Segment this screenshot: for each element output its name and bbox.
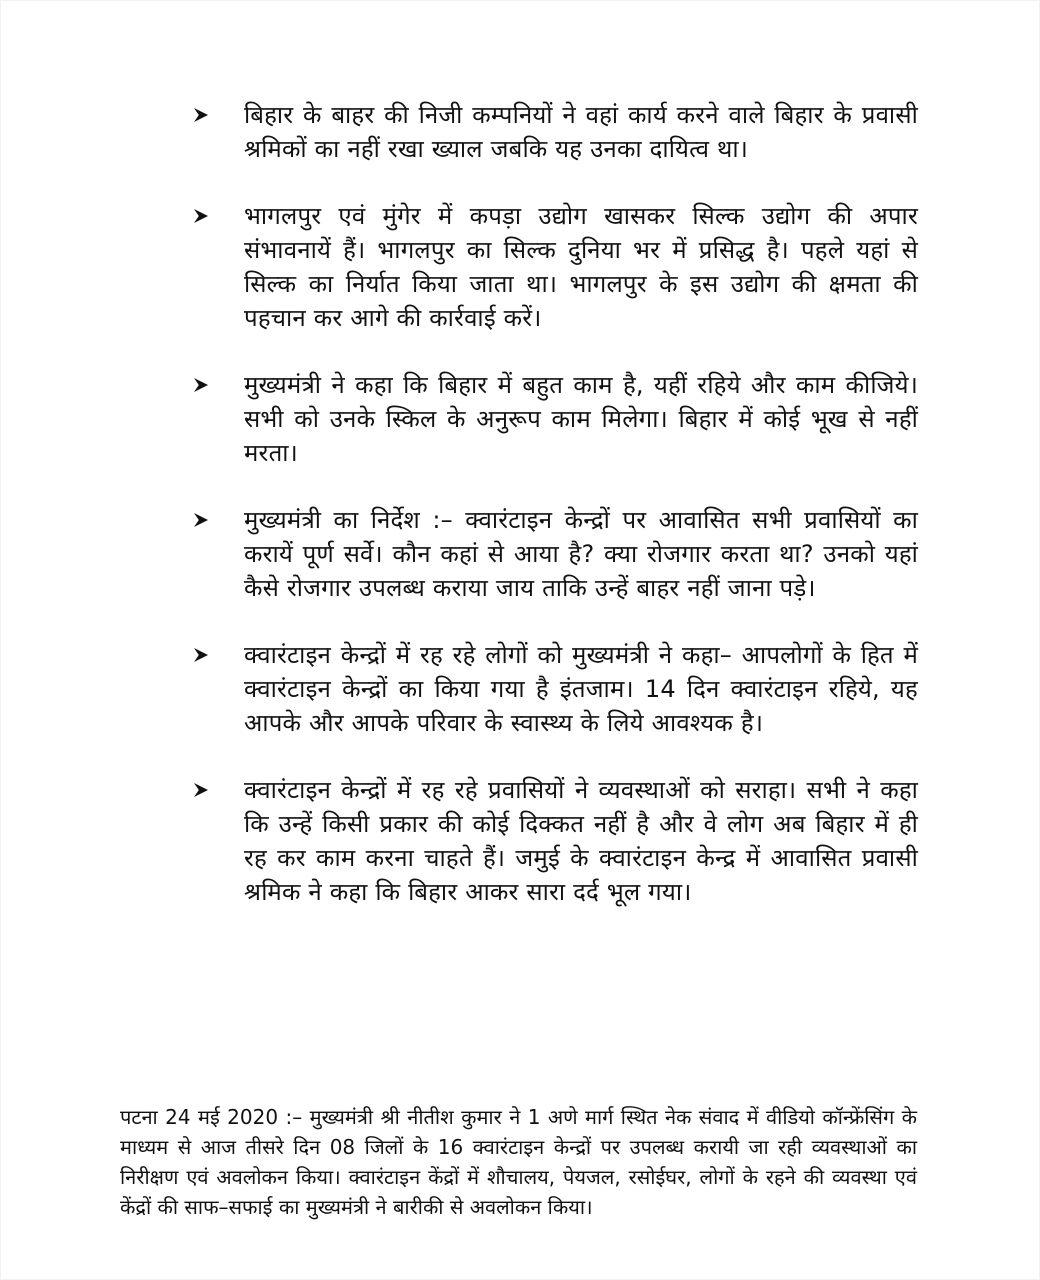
arrowhead-bullet-icon	[192, 646, 210, 664]
bullet-text: क्वारंटाइन केन्द्रों में रह रहे लोगों को मुख्यमंत्री ने कहा– आपलोगों के हित में क्वारंटाइन केन्द्रों का किया गया है इंतजाम। 14 दिन क्वारंटाइन रहिये, यह आपके और आपके परिवार के स्वास्थ्य के लिये आवश्यक है।	[244, 641, 918, 737]
bullet-text: क्वारंटाइन केन्द्रों में रह रहे प्रवासियों ने व्यवस्थाओं को सराहा। सभी ने कहा कि उन्हें किसी प्रकार की कोई दिक्कत नहीं है और वे लोग अब बिहार में ही रह कर काम करना चाहते हैं। जमुई के क्वारंटाइन केन्द्र में आवासित प्रवासी श्रमिक ने कहा कि बिहार आकर सारा दर्द भूल गया।	[244, 776, 918, 906]
bullet-item	[192, 638, 918, 740]
bullet-text: मुख्यमंत्री का निर्देश :– क्वारंटाइन केन्द्रों पर आवासित सभी प्रवासियों का करायें पूर्ण सर्वे। कौन कहां से आया है? क्या रोजगार करता था? उनको यहां कैसे रोजगार उपलब्ध कराया जाय ताकि उन्हें बाहर नहीं जाना पड़े।	[244, 506, 918, 602]
bullet-item	[192, 773, 918, 909]
bullet-item	[192, 199, 918, 335]
bullet-text: बिहार के बाहर की निजी कम्पनियों ने वहां कार्य करने वाले बिहार के प्रवासी श्रमिकों का नहीं रखा ख्याल जबकि यह उनका दायित्व था।	[244, 101, 918, 163]
bullet-item	[192, 98, 918, 166]
bullet-text: भागलपुर एवं मुंगेर में कपड़ा उद्योग खासकर सिल्क उद्योग की अपार संभावनायें हैं। भागलपुर का सिल्क दुनिया भर में प्रसिद्ध है। पहले यहां से सिल्क का निर्यात किया जाता था। भागलपुर के इस उद्योग की क्षमता की पहचान कर आगे की कार्रवाई करें।	[244, 202, 918, 332]
arrowhead-bullet-icon	[192, 781, 210, 799]
arrowhead-bullet-icon	[192, 376, 210, 394]
bullet-item	[192, 368, 918, 470]
bullet-item	[192, 503, 918, 605]
arrowhead-bullet-icon	[192, 511, 210, 529]
arrowhead-bullet-icon	[192, 207, 210, 225]
bullet-text: मुख्यमंत्री ने कहा कि बिहार में बहुत काम है, यहीं रहिये और काम कीजिये। सभी को उनके स्किल के अनुरूप काम मिलेगा। बिहार में कोई भूख से नहीं मरता।	[244, 371, 918, 467]
arrowhead-bullet-icon	[192, 106, 210, 124]
bullet-list	[192, 98, 918, 942]
press-release-paragraph: पटना 24 मई 2020 :– मुख्यमंत्री श्री नीतीश कुमार ने 1 अणे मार्ग स्थित नेक संवाद में वीडियो कॉन्फ्रेंसिंग के माध्यम से आज तीसरे दिन 08 जिलों के 16 क्वारंटाइन केन्द्रों पर उपलब्ध करायी जा रही व्यवस्थाओं का निरीक्षण एवं अवलोकन किया। क्वारंटाइन केंद्रों में शौचालय, पेयजल, रसोईघर, लोगों के रहने की व्यवस्था एवं केंद्रों की साफ–सफाई का मुख्यमंत्री ने बारीकी से अवलोकन किया।	[120, 1105, 917, 1219]
